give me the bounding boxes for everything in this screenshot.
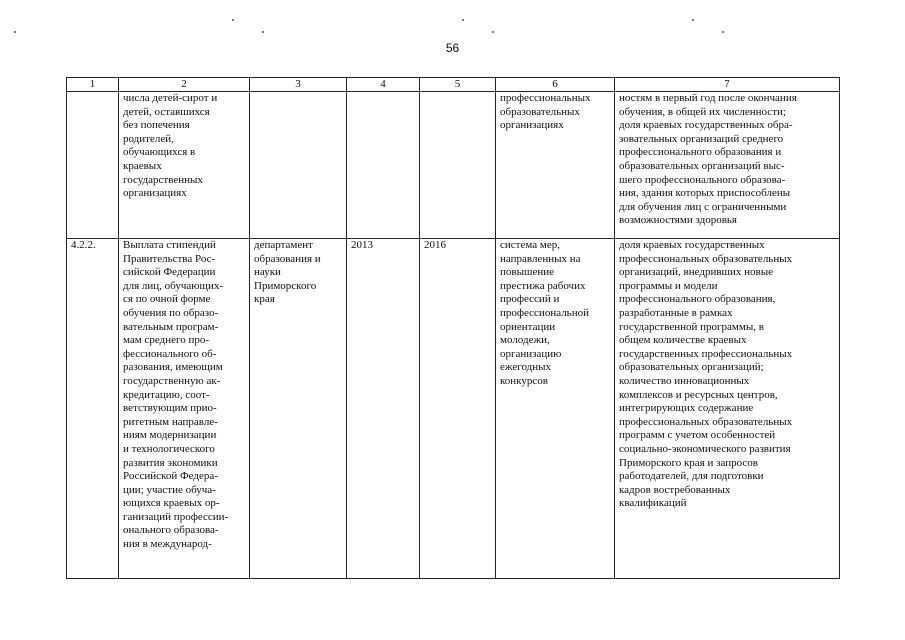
cell-line: система мер,: [500, 239, 560, 251]
cell-line: социально-экономического развития: [619, 442, 791, 455]
cell-line: сийской Федерации: [123, 266, 216, 279]
column-number: 6: [496, 78, 615, 92]
cell-line: престижа рабочих: [500, 279, 586, 292]
cell-line: ностям в первый год после окончания: [619, 92, 797, 104]
cell-line: ветствующим прио-: [123, 402, 217, 415]
cell-line: доля краевых государственных: [619, 239, 765, 251]
cell-line: науки: [254, 266, 281, 279]
cell-line: интегрирующих содержание: [619, 402, 754, 415]
measures-table: [66, 77, 840, 579]
cell-line: квалификаций: [619, 497, 687, 510]
cell-line: ниям модернизации: [123, 429, 217, 442]
cell-line: профессиональных образовательных: [619, 252, 793, 265]
column-number: 3: [250, 78, 347, 92]
cell-line: числа детей-сирот и: [123, 92, 218, 104]
cell-line: комплексов и ресурсных центров,: [619, 388, 778, 401]
expected-result-cell: [496, 92, 615, 239]
column-number: 1: [67, 78, 119, 92]
cell-line: государственных профессиональных: [619, 347, 793, 360]
cell-line: департамент: [254, 239, 313, 251]
indicator-cell: [615, 239, 840, 579]
cell-line: возможностями здоровья: [619, 214, 737, 227]
cell-line: кадров востребованных: [619, 483, 731, 496]
cell-line: онального образова-: [123, 524, 219, 537]
expected-result-cell: [496, 239, 615, 579]
cell-line: организацию: [500, 347, 562, 360]
cell-line: организаций, внедривших новые: [619, 266, 774, 279]
indicator-cell: [615, 92, 840, 239]
cell-line: профессиональных образовательных: [619, 415, 793, 428]
cell-line: профессионального образования,: [619, 293, 776, 306]
cell-line: государственную ак-: [123, 374, 221, 387]
cell-line: обучения, в общей их численности;: [619, 105, 786, 118]
cell-line: организациях: [500, 119, 564, 132]
cell-line: образовательных: [500, 105, 580, 118]
cell-line: мам среднего про-: [123, 334, 210, 347]
cell-line: Приморского края и запросов: [619, 456, 758, 469]
scan-speck: [262, 31, 264, 33]
cell-line: ющихся краевых ор-: [123, 497, 220, 510]
cell-line: доля краевых государственных обра-: [619, 119, 793, 132]
cell-line: родителей,: [123, 132, 174, 145]
cell-line: ежегодных: [500, 361, 552, 374]
start-year-cell: [347, 92, 420, 239]
column-number: 5: [420, 78, 496, 92]
cell-line: зовательных организаций среднего: [619, 132, 784, 145]
cell-line: для лиц, обучающих-: [123, 279, 223, 292]
table-row: [67, 239, 840, 579]
cell-line: Правительства Рос-: [123, 252, 216, 265]
cell-line: разработанные в рамках: [619, 306, 733, 319]
scan-speck: [722, 31, 724, 33]
cell-line: организациях: [123, 187, 187, 200]
cell-line: профессионального образования и: [619, 146, 782, 159]
end-year-cell: [420, 239, 496, 579]
measure-name-cell: [119, 239, 250, 579]
scan-speck: [492, 31, 494, 33]
column-number: 4: [347, 78, 420, 92]
cell-line: ритетным направле-: [123, 415, 218, 428]
column-number-row: [67, 78, 840, 92]
cell-line: ся по очной форме: [123, 293, 211, 306]
cell-line: молодежи,: [500, 334, 550, 347]
cell-line: конкурсов: [500, 374, 548, 387]
cell-line: 4.2.2.: [71, 239, 96, 251]
scan-speck: [462, 19, 464, 21]
cell-line: для обучения лиц с ограниченными: [619, 200, 787, 213]
cell-line: кредитацию, соот-: [123, 388, 210, 401]
cell-line: обучающихся в: [123, 146, 196, 159]
cell-line: образования и: [254, 252, 321, 265]
cell-line: 2016: [424, 239, 446, 251]
cell-line: фессионального об-: [123, 347, 217, 360]
cell-line: Российской Федера-: [123, 470, 218, 483]
end-year-cell: [420, 92, 496, 239]
cell-line: без попечения: [123, 119, 190, 132]
cell-line: Выплата стипендий: [123, 239, 216, 251]
cell-line: развития экономики: [123, 456, 218, 469]
cell-line: ганизаций профессии-: [123, 510, 229, 523]
cell-line: направленных на: [500, 252, 581, 265]
responsible-executor-cell: [250, 239, 347, 579]
cell-line: программы и модели: [619, 279, 718, 292]
scan-speck: [692, 19, 694, 21]
cell-line: повышение: [500, 266, 554, 279]
start-year-cell: [347, 239, 420, 579]
page-number: 56: [445, 41, 460, 55]
cell-line: шего профессионального образова-: [619, 173, 786, 186]
cell-line: государственной программы, в: [619, 320, 764, 333]
item-number-cell: [67, 92, 119, 239]
cell-line: ния, здания которых приспособлены: [619, 187, 791, 200]
measure-name-cell: [119, 92, 250, 239]
cell-line: образовательных организаций выс-: [619, 159, 785, 172]
column-number: 7: [615, 78, 840, 92]
cell-line: работодателей, для подготовки: [619, 470, 764, 483]
table-row: [67, 92, 840, 239]
cell-line: и технологического: [123, 442, 215, 455]
cell-line: краевых: [123, 159, 162, 172]
cell-line: вательным програм-: [123, 320, 219, 333]
cell-line: обучения по образо-: [123, 306, 219, 319]
responsible-executor-cell: [250, 92, 347, 239]
column-number: 2: [119, 78, 250, 92]
cell-line: детей, оставшихся: [123, 105, 210, 118]
cell-line: образовательных организаций;: [619, 361, 764, 374]
scan-speck: [14, 31, 16, 33]
cell-line: ции; участие обуча-: [123, 483, 216, 496]
cell-line: Приморского: [254, 279, 317, 292]
cell-line: края: [254, 293, 275, 306]
cell-line: разования, имеющим: [123, 361, 223, 374]
cell-line: общем количестве краевых: [619, 334, 747, 347]
cell-line: количество инновационных: [619, 374, 750, 387]
cell-line: профессиональных: [500, 92, 591, 104]
cell-line: программ с учетом особенностей: [619, 429, 776, 442]
cell-line: 2013: [351, 239, 373, 251]
item-number-cell: [67, 239, 119, 579]
cell-line: государственных: [123, 173, 203, 186]
cell-line: ориентации: [500, 320, 556, 333]
cell-line: ния в международ-: [123, 538, 212, 551]
cell-line: профессиональной: [500, 306, 589, 319]
scan-speck: [232, 19, 234, 21]
cell-line: профессий и: [500, 293, 560, 306]
